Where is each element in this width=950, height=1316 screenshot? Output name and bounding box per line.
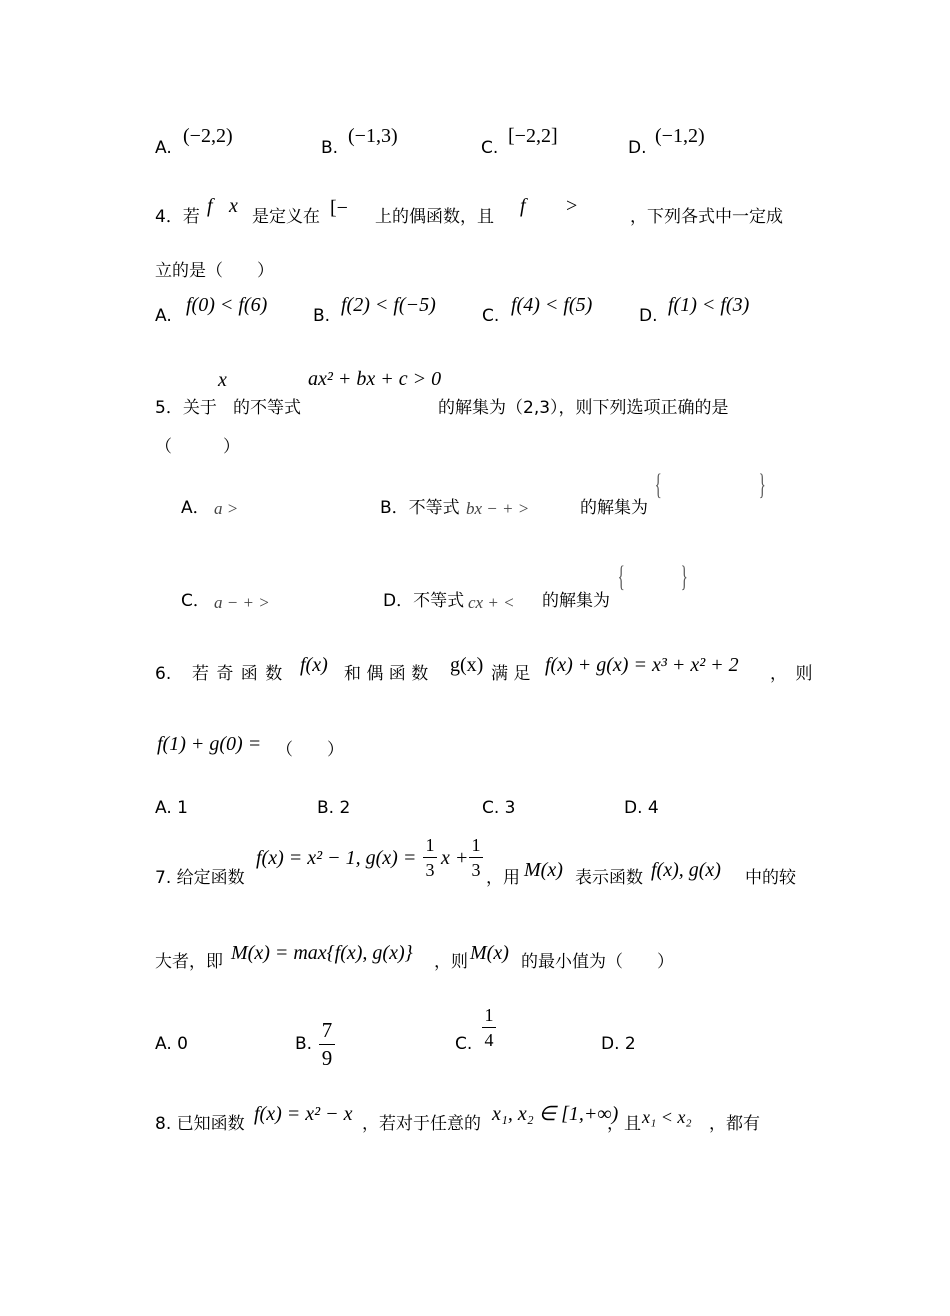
q7-frac1-num: 1 [425, 835, 435, 855]
q6-option-c: C. 3 [482, 798, 516, 818]
q7-Mx: M(x) [524, 859, 563, 881]
q6-word3: 满 足 [491, 664, 531, 684]
q8-set: x₁, x₂ ∈ [1,+∞) [492, 1103, 619, 1125]
q6-option-a: A. 1 [155, 798, 188, 818]
q4-option-b-value: f(2) < f(−5) [341, 294, 436, 316]
q4-option-a-value: f(0) < f(6) [186, 294, 268, 316]
q7-line2-c: 的最小值为（ ） [521, 952, 674, 972]
q3-option-d-value: (−1,2) [655, 125, 705, 147]
q7-frac2-num: 1 [471, 835, 481, 855]
q4-gt: > [566, 195, 578, 217]
q7-frac2 [469, 836, 483, 879]
q5-line1-b: 的不等式 [233, 398, 301, 418]
q3-option-b-label: B. [321, 138, 339, 158]
q4-option-c-label: C. [482, 306, 500, 326]
q5-option-d-tail: 的解集为 [542, 591, 610, 611]
q7-option-b-frac [319, 1020, 335, 1069]
q4-prefix: 4．若 [155, 207, 200, 227]
q7-line2-Mx: M(x) [470, 942, 509, 964]
q3-option-d-label: D. [628, 138, 647, 158]
q7-prefix: 7. 给定函数 [155, 868, 245, 888]
q7-option-b-den: 9 [321, 1046, 333, 1070]
q7-plus: x + [441, 847, 469, 869]
q5-option-d-label: D．不等式 [383, 591, 465, 611]
q4-f2: f [520, 195, 526, 217]
q6-line2: f(1) + g(0) = [157, 733, 262, 755]
q6-word1: 若 奇 函 数 [192, 664, 283, 684]
q7-option-c-frac [482, 1006, 496, 1049]
q6-paren: （ ） [276, 740, 344, 760]
q7-option-c-num: 1 [484, 1005, 494, 1025]
q3-option-a-label: A. [155, 138, 172, 158]
q8-inequality: x₁ < x₂ [642, 1107, 692, 1127]
q4-tail: ，下列各式中一定成 [630, 207, 783, 227]
q8-mid: ，若对于任意的 [362, 1114, 481, 1134]
q5-paren: （ ） [155, 437, 240, 457]
q7-frac1 [423, 836, 437, 879]
q5-option-a-expr: a > [214, 499, 239, 518]
q8-tail: ，都有 [709, 1114, 760, 1134]
q7-option-b-num: 7 [321, 1018, 333, 1042]
q7-definition: f(x) = x² − 1, g(x) = [256, 847, 417, 869]
q3-option-a-value: (−2,2) [183, 125, 233, 147]
q5-line1-a: 5．关于 [155, 398, 217, 418]
q5-option-b-label: B．不等式 [380, 498, 460, 518]
q5-option-c-label: C． [181, 591, 210, 611]
q4-option-b-label: B. [313, 306, 331, 326]
q6-fx: f(x) [300, 654, 328, 676]
q5-option-b-tail: 的解集为 [580, 498, 648, 518]
q4-bracket: [− [330, 197, 348, 219]
q7-tail: 中的较 [745, 868, 796, 888]
q8-and: ，且 [607, 1114, 641, 1134]
q7-line2-b: ，则 [434, 952, 468, 972]
q6-num: 6. [155, 664, 172, 684]
q4-f: f [207, 195, 213, 217]
q7-frac1-den: 3 [425, 860, 435, 880]
q7-line2-a: 大者，即 [155, 952, 223, 972]
q5-option-d-expr: cx + < [468, 593, 515, 612]
q7-line2-eq: M(x) = max{f(x), g(x)} [231, 942, 413, 964]
q4-option-d-label: D. [639, 306, 658, 326]
q7-option-b-label: B. [295, 1034, 313, 1054]
q7-option-a: A. 0 [155, 1034, 188, 1054]
q4-rest: 上的偶函数，且 [375, 207, 494, 227]
q5-d-left-brace: { [617, 560, 625, 593]
q7-frac2-den: 3 [471, 860, 481, 880]
q5-b-left-brace: { [654, 468, 662, 501]
q7-option-c-den: 4 [484, 1030, 494, 1050]
q6-equation: f(x) + g(x) = x³ + x² + 2 [545, 654, 739, 676]
q3-option-c-label: C. [481, 138, 499, 158]
q8-definition: f(x) = x² − x [254, 1103, 353, 1125]
q5-d-right-brace: } [680, 560, 688, 593]
q6-option-b: B. 2 [317, 798, 351, 818]
q7-option-d: D. 2 [601, 1034, 636, 1054]
q4-line2: 立的是（ ） [155, 261, 274, 281]
q4-option-d-value: f(1) < f(3) [668, 294, 750, 316]
q4-option-a-label: A. [155, 306, 172, 326]
q7-fg: f(x), g(x) [651, 859, 721, 881]
q7-comma-use: ，用 [486, 868, 520, 888]
q6-gx: g(x) [450, 654, 484, 676]
q7-option-c-label: C. [455, 1034, 473, 1054]
q4-x: x [229, 195, 238, 217]
q5-option-b-expr: bx − + > [466, 499, 530, 518]
q8-prefix: 8. 已知函数 [155, 1114, 245, 1134]
q5-option-c-expr: a − + > [214, 593, 270, 612]
q6-word2: 和 偶 函 数 [344, 664, 429, 684]
q4-mid: 是定义在 [252, 207, 320, 227]
q3-option-c-value: [−2,2] [508, 125, 558, 147]
q5-line1-c: 的解集为（2,3），则下列选项正确的是 [438, 398, 729, 418]
q3-option-b-value: (−1,3) [348, 125, 398, 147]
q5-option-a-label: A． [181, 498, 210, 518]
q5-b-right-brace: } [758, 468, 766, 501]
q6-option-d: D. 4 [624, 798, 659, 818]
q5-inequality: ax² + bx + c > 0 [308, 368, 442, 390]
q7-mid: 表示函数 [575, 868, 643, 888]
q5-var-x: x [218, 369, 227, 391]
q4-option-c-value: f(4) < f(5) [511, 294, 593, 316]
q6-word4: ， 则 [770, 664, 813, 684]
